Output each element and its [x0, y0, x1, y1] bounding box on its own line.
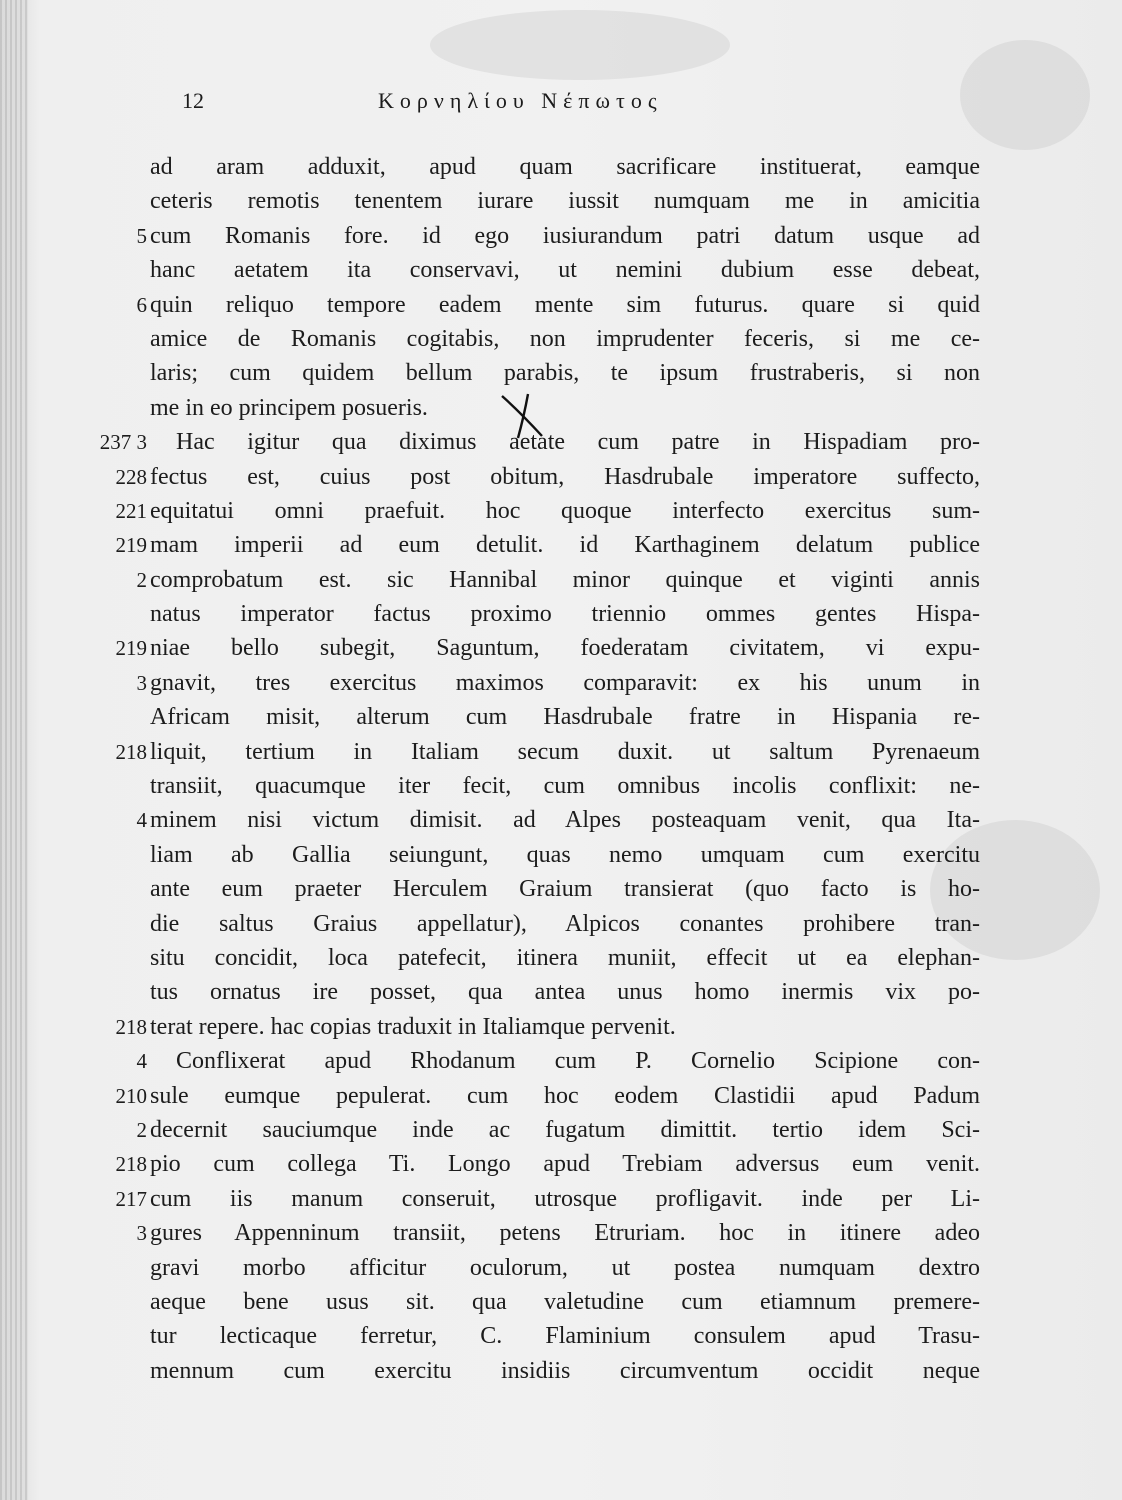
margin-number: 218	[115, 1152, 147, 1177]
line-text: minem nisi victum dimisit. ad Alpes posteaquam venit, qua Ita-	[150, 807, 980, 834]
text-line	[0, 666, 1122, 700]
page-header	[0, 88, 1122, 118]
line-text: hanc aetatem ita conservavi, ut nemini dubium esse debeat,	[150, 257, 980, 284]
line-text: natus imperator factus proximo triennio ommes gentes Hispa-	[150, 601, 980, 628]
line-text: gnavit, tres exercitus maximos comparavit: ex his unum in	[150, 669, 980, 696]
line-text: quin reliquo tempore eadem mente sim futurus. quare si quid	[150, 291, 980, 318]
text-line	[0, 356, 1122, 390]
main-text	[0, 150, 1122, 1388]
line-text: sule eumque pepulerat. cum hoc eodem Clastidii apud Padum	[150, 1082, 980, 1109]
text-line	[0, 528, 1122, 562]
page-number: 12	[182, 88, 204, 113]
paper-stain	[430, 10, 730, 80]
line-text: cum Romanis fore. id ego iusiurandum patri datum usque ad	[150, 222, 980, 249]
margin-number: 4	[136, 808, 147, 833]
text-line	[0, 288, 1122, 322]
margin-number: 3	[136, 670, 147, 695]
text-line	[0, 150, 1122, 184]
text-line	[0, 253, 1122, 287]
text-line	[0, 1251, 1122, 1285]
margin-number: 2	[136, 1117, 147, 1142]
line-text: niae bello subegit, Saguntum, foederatam civitatem, vi expu-	[150, 635, 980, 662]
line-text: pio cum collega Ti. Longo apud Trebiam adversus eum venit.	[150, 1151, 980, 1178]
text-line	[0, 907, 1122, 941]
margin-number: 228	[115, 464, 147, 489]
margin-number: 221	[115, 498, 147, 523]
margin-number: 218	[115, 1014, 147, 1039]
text-line	[0, 1319, 1122, 1353]
text-line	[0, 1216, 1122, 1250]
line-text: tus ornatus ire posset, qua antea unus homo inermis vix po-	[150, 979, 980, 1006]
text-line	[0, 1113, 1122, 1147]
margin-number: 4	[136, 1049, 147, 1074]
line-text: fectus est, cuius post obitum, Hasdrubale imperatore suffecto,	[150, 463, 980, 490]
text-line	[0, 1182, 1122, 1216]
text-line	[0, 1079, 1122, 1113]
text-line	[0, 941, 1122, 975]
text-line	[0, 872, 1122, 906]
text-line	[0, 975, 1122, 1009]
text-line	[0, 322, 1122, 356]
text-line	[0, 597, 1122, 631]
margin-number: 6	[136, 292, 147, 317]
line-text: liquit, tertium in Italiam secum duxit. ut saltum Pyrenaeum	[150, 738, 980, 765]
text-line	[0, 219, 1122, 253]
margin-number: 237 3	[99, 430, 147, 455]
line-text: Hac igitur qua diximus aetate cum patre in Hispadiam pro-	[176, 429, 980, 456]
text-line	[0, 735, 1122, 769]
line-text: ceteris remotis tenentem iurare iussit numquam me in amicitia	[150, 188, 980, 215]
margin-number: 3	[136, 1221, 147, 1246]
line-text: mennum cum exercitu insidiis circumventum occidit neque	[150, 1357, 980, 1384]
text-line	[0, 460, 1122, 494]
line-text: gravi morbo afficitur oculorum, ut postea numquam dextro	[150, 1254, 980, 1281]
text-line	[0, 494, 1122, 528]
running-title: Κορνηλίου Νέπωτος	[378, 88, 663, 113]
line-text: transiit, quacumque iter fecit, cum omnibus incolis conflixit: ne-	[150, 773, 980, 800]
text-line	[0, 803, 1122, 837]
line-text: comprobatum est. sic Hannibal minor quinque et viginti annis	[150, 566, 980, 593]
line-text: Conflixerat apud Rhodanum cum P. Cornelio Scipione con-	[176, 1048, 980, 1075]
text-line	[0, 1147, 1122, 1181]
text-line	[0, 769, 1122, 803]
text-line	[0, 1285, 1122, 1319]
text-line	[0, 1354, 1122, 1388]
line-text: liam ab Gallia seiungunt, quas nemo umquam cum exercitu	[150, 841, 980, 868]
text-line	[0, 838, 1122, 872]
handwritten-cross-mark	[498, 390, 546, 440]
text-line	[0, 391, 1122, 425]
text-line	[0, 700, 1122, 734]
line-text: tur lecticaque ferretur, C. Flaminium consulem apud Trasu-	[150, 1323, 980, 1350]
line-text: amice de Romanis cogitabis, non imprudenter feceris, si me ce-	[150, 325, 980, 352]
text-line	[0, 1010, 1122, 1044]
text-line	[0, 184, 1122, 218]
line-text: ad aram adduxit, apud quam sacrificare instituerat, eamque	[150, 154, 980, 180]
line-text: Africam misit, alterum cum Hasdrubale fratre in Hispania re-	[150, 704, 980, 731]
text-line	[0, 425, 1122, 459]
margin-number: 210	[115, 1083, 147, 1108]
line-text: die saltus Graius appellatur), Alpicos conantes prohibere tran-	[150, 910, 980, 937]
line-text: equitatui omni praefuit. hoc quoque interfecto exercitus sum-	[150, 497, 980, 524]
margin-number: 219	[115, 636, 147, 661]
text-line	[0, 631, 1122, 665]
line-text: aeque bene usus sit. qua valetudine cum etiamnum premere-	[150, 1288, 980, 1315]
line-text: laris; cum quidem bellum parabis, te ipsum frustraberis, si non	[150, 360, 980, 387]
margin-number: 2	[136, 567, 147, 592]
text-line	[0, 563, 1122, 597]
line-text: mam imperii ad eum detulit. id Karthaginem delatum publice	[150, 532, 980, 559]
line-text: ante eum praeter Herculem Graium transierat (quo facto is ho-	[150, 876, 980, 903]
line-text: situ concidit, loca patefecit, itinera muniit, effecit ut ea elephan-	[150, 944, 980, 971]
line-text: me in eo principem posueris.	[150, 394, 428, 421]
margin-number: 219	[115, 533, 147, 558]
margin-number: 218	[115, 739, 147, 764]
margin-number: 5	[136, 223, 147, 248]
line-text: decernit sauciumque inde ac fugatum dimittit. tertio idem Sci-	[150, 1116, 980, 1143]
line-text: cum iis manum conseruit, utrosque profligavit. inde per Li-	[150, 1185, 980, 1212]
line-text: gures Appenninum transiit, petens Etruriam. hoc in itinere adeo	[150, 1220, 980, 1247]
text-line	[0, 1044, 1122, 1078]
margin-number: 217	[115, 1186, 147, 1211]
line-text: terat repere. hac copias traduxit in Italiamque pervenit.	[150, 1013, 676, 1040]
